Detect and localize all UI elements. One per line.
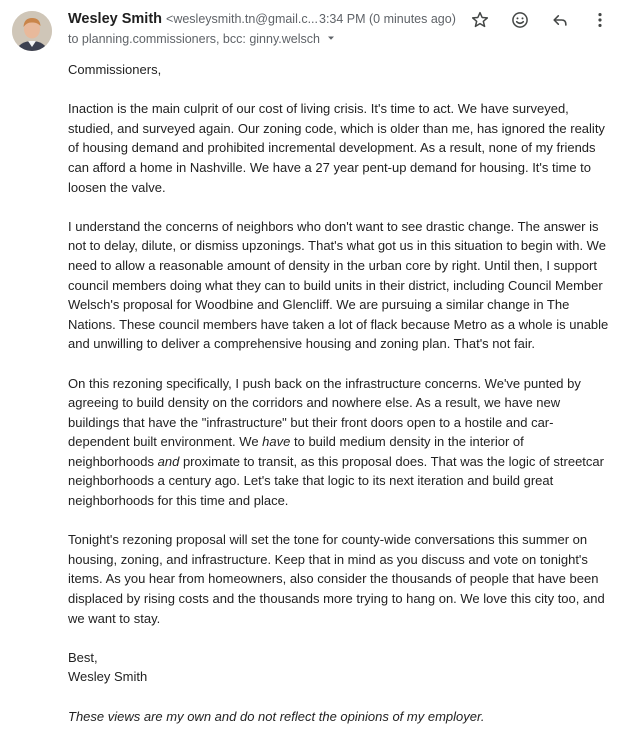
reply-button[interactable] (548, 8, 572, 32)
sender-name[interactable]: Wesley Smith (68, 11, 163, 27)
paragraph-4: Tonight's rezoning proposal will set the tone for county-wide conversations this summer on housing, zoning, and infrastructure. Keep that in mind as you discuss and vote on tonight's items. As you hear from homeowners, also consider the thousands of people that have been displaced by rising costs and the thousands more trying to hang on. We love this city too, and we want to stay. (68, 532, 605, 626)
paragraph-3-emphasis-have: have (262, 434, 291, 450)
sender-line (68, 10, 318, 30)
signature-name: Wesley Smith (68, 669, 148, 685)
disclaimer: These views are my own and do not reflect the opinions of my employer. (68, 708, 485, 724)
avatar[interactable] (12, 11, 52, 51)
star-icon (470, 10, 490, 30)
sender-email[interactable]: <wesleysmith.tn@gmail.c... (166, 12, 319, 26)
star-button[interactable] (468, 8, 492, 32)
reply-icon (550, 10, 570, 30)
more-vert-icon (590, 10, 610, 30)
paragraph-3-part-c: proximate to transit, as this proposal does. That was the logic of streetcar neighborhoods a century ago. Let's take that logic to its next iteration and build great neighborhoods for this time and place. (68, 453, 604, 509)
paragraph-3-part-b: to build medium density in the interior of neighborhoods (68, 434, 524, 469)
avatar-photo (12, 11, 52, 51)
recipients-text: to planning.commissioners, bcc: ginny.welsch (68, 32, 320, 46)
chevron-down-icon[interactable] (326, 32, 336, 46)
message-body (68, 60, 613, 746)
paragraph-3 (68, 374, 613, 511)
more-options-button[interactable] (588, 8, 612, 32)
greeting: Commissioners, (68, 62, 162, 77)
paragraph-2: I understand the concerns of neighbors who don't want to see drastic change. The answer is not to delay, dilute, or dismiss upzonings. That's what got us in this situation to begin with. We need to allow a reasonable amount of density in the urban core by right. Until then, I support council members doing what they can to build units in their district, including Council Member Welsch's proposal for Woodbine and Glencliff. We are pursuing a similar change in The Nations. These council members have taken a lot of flack because Metro as a whole is unable and unwilling to deliver a comprehensive housing and zoning plan. That's not fair. (68, 218, 609, 352)
timestamp: 3:34 PM (0 minutes ago) (319, 12, 456, 26)
paragraph-1: Inaction is the main culprit of our cost of living crisis. It's time to act. We have surveyed, studied, and surveyed again. Our zoning code, which is older than me, has ignored the reality of housing demand and prohibited incremental development. As a result, none of my friends can afford a home in Nashville. We have a 27 year pent-up demand for housing. It's time to loosen the valve. (68, 101, 605, 195)
add-reaction-button[interactable] (508, 8, 532, 32)
paragraph-3-emphasis-and: and (157, 453, 180, 469)
emoji-icon (510, 10, 530, 30)
signoff: Best, (68, 649, 98, 665)
recipients-line[interactable] (68, 32, 336, 46)
paragraph-3-part-a: On this rezoning specifically, I push back on the infrastructure concerns. We've punted by agreeing to build density on the corridors and nowhere else. As a result, we have new buildings that have the "infrastructure" but their front doors open to a hostile and car-dependent built environment. We (68, 375, 581, 450)
signature-block (68, 648, 613, 687)
